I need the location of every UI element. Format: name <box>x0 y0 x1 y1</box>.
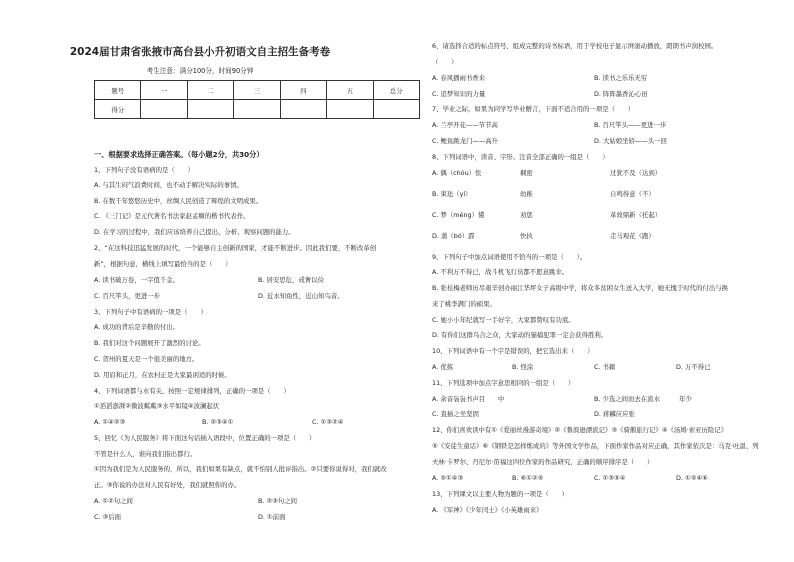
option-b: B. 束珐（yí） <box>432 190 472 198</box>
score-table-score-row <box>95 100 420 119</box>
option-b-idiom: 自鸣得意（不） <box>610 190 655 198</box>
option-c-word: 劝惩 <box>520 211 533 219</box>
score-cell[interactable] <box>280 100 326 119</box>
option-d-word: 快执 <box>520 232 533 240</box>
question-line: ①滔滔澎湃②微波粼粼③水平如镜④波澜起伏 <box>94 402 220 410</box>
question-line: ①因为我们是为人民服务的，所以，我们如果有缺点，就不怕别人批评指出。②只要你说得对，我们就改 <box>94 465 387 473</box>
question-line: 9、下列句子中加点词语使用不恰当的一项是（ ）。 <box>432 253 587 261</box>
option-d: D. ①前面 <box>258 513 286 521</box>
option-d: D. 万不得已 <box>676 363 711 371</box>
score-header-cell: 三 <box>234 81 280 100</box>
score-table-header-row <box>95 81 420 100</box>
option-a: A. ①④②③ <box>94 418 126 426</box>
question-line: 6、请选择合适的标点符号，组成完整的诗书标语，用于学校电子显示屏滚动播放，朗朗书声润校园。 <box>432 42 718 50</box>
option-c: C. 百尺竿头，更进一步 <box>94 292 161 300</box>
score-header-cell: 五 <box>327 81 373 100</box>
question-line: 11、下列选项中加点字意思相同的一组是（ ） <box>432 379 575 387</box>
option-a-idiom: 过犹不及（达到） <box>610 169 662 177</box>
score-cell[interactable] <box>327 100 373 119</box>
option-b-word: 幼稚 <box>520 190 533 198</box>
option-c: C. 梦（méng）懂 <box>432 211 485 219</box>
question-line: D. 在学习的过程中，我们应该培养自己提出、分析、观察问题的能力。 <box>94 228 295 236</box>
exam-notice: 考生注意：满分100分，时间90分钟 <box>146 67 254 75</box>
question-line: 新”，根据句意，横线上填写最恰当的是（ ） <box>94 260 232 268</box>
option-a: A. 余音袅袅书声目 中 <box>432 395 505 403</box>
option-a: A. 兰亭开花——节节高 <box>432 121 498 129</box>
question-line: A. 与其生闷气浪费时间，也不动手解决实际的事情。 <box>94 181 243 189</box>
option-a-word: 稠密 <box>520 169 533 177</box>
question-line: B. 在数千年悠悠历史中，丝绸人民创造了辉煌的文明成果。 <box>94 197 263 205</box>
score-cell[interactable] <box>187 100 233 119</box>
option-c-idiom: 革故鼎新（托起） <box>610 211 662 219</box>
section-heading: 一、根据要求选择正确答案。（每小题2分，共30分） <box>94 150 264 159</box>
option-d: D. 大姑娘坐轿——头一回 <box>594 137 667 145</box>
option-c: C. 追梦知识的力量 <box>432 90 486 98</box>
option-d-idiom: 走马观花（跑） <box>610 232 655 240</box>
option-d: D. 阵阵墨香沁心田 <box>594 90 648 98</box>
score-table <box>94 80 420 119</box>
option-b: B. 百尺竿头——更进一步 <box>594 121 667 129</box>
option-c: C. 书籍 <box>594 363 616 371</box>
option-b: B. 读书之乐乐无穷 <box>594 74 648 82</box>
question-line: 5、回忆《为人民服务》将下面这句话插入语段中，位置正确的一项是（ ） <box>94 434 316 442</box>
question-line: 4、下列词语都与水有关，按照一定规律排列，正确的一项是（ ） <box>94 387 290 395</box>
question-line: 13、下列课文以主要人物为题的一项是（ ） <box>432 490 568 498</box>
option-a: A. 偶（chóu）怅 <box>432 169 482 177</box>
question-line: B. 我们对这个问题展开了激烈的讨论。 <box>94 339 205 347</box>
question-line: 7、毕业之际，如果为同学写毕业赠言，下面不适合用的一项是（ ） <box>432 105 635 113</box>
option-a: A. 春风播雨书香来 <box>432 74 486 82</box>
question-line: A. 成功的背后是辛勤的付出。 <box>94 323 180 331</box>
score-header-cell: 题号 <box>95 81 141 100</box>
score-row-label: 得分 <box>95 100 141 119</box>
question-line: C. 《三门记》是元代著名书法家赵孟頫的楷书代表作。 <box>94 212 250 220</box>
score-cell[interactable] <box>373 100 419 119</box>
option-a: A. ①②句之间 <box>94 497 133 505</box>
option-a: A. 读书破万卷，一字值千金。 <box>94 276 180 284</box>
question-line: 夫林·卡罗尔、丹尼尔·笛福这四位作家的作品研究，正确的顺序排序是（ ） <box>432 458 654 466</box>
question-line: C. 她小小年纪就写一手好字，大家都赞叹有功底。 <box>432 316 575 324</box>
option-d: D. 蒲（bó）霹 <box>432 232 475 240</box>
option-d: D. 近水知鱼性，近山知鸟音。 <box>258 292 344 300</box>
question-line: 来了桃李满门的硕果。 <box>432 300 496 308</box>
score-header-cell: 四 <box>280 81 326 100</box>
score-header-cell: 一 <box>141 81 187 100</box>
option-b: B. 怪涂 <box>512 363 534 371</box>
option-c: C. 鲤鱼跳龙门——高升 <box>432 137 499 145</box>
question-line: C. 贺州的夏天是一个很美丽的地方。 <box>94 355 199 363</box>
option-c: C. ③后面 <box>94 513 122 521</box>
option-d: D. ①⑤④⑥ <box>676 474 708 482</box>
question-line: 不管是什么人，谁向我们指出都行。 <box>94 450 197 458</box>
exam-title: 2024届甘肃省张掖市高台县小升初语文自主招生备考卷 <box>69 46 331 58</box>
option-c: C. 直插之坐坚固 <box>432 410 479 418</box>
question-line: 10、下列词语中有一个字是错误的，把它选出来（ ） <box>432 347 594 355</box>
question-line: 1、下列句子没有语病的是（ ） <box>94 166 194 174</box>
option-b: B. ⑥①②⑤ <box>512 474 544 482</box>
option-b: B. ②③句之间 <box>258 497 298 505</box>
question-line: A. 不利万不得已，战斗机飞行员都不愿意跳伞。 <box>432 268 569 276</box>
question-line: A. 《军神》《少年闰土》《小英雄雨来》 <box>432 506 543 514</box>
question-line: B. 张桂梅老师历尽艰辛创办丽江华坪女子高级中学，将众多贫困女生送入大学，她无愧于时代的付出与换 <box>432 284 729 292</box>
option-a: A. ⑤①④③ <box>432 474 464 482</box>
question-line: 3、下列句子中有语病的一项是（ ） <box>94 308 207 316</box>
option-b: B. 少选之间而去在流水 年少 <box>594 395 692 403</box>
score-header-cell: 二 <box>187 81 233 100</box>
option-c: C. ①③⑤④ <box>594 474 626 482</box>
option-d: D. 蒋麟应应张 <box>594 410 635 418</box>
question-line: 8、下列词语中，读音、字形、注音全部正确的一组是（ ） <box>432 153 609 161</box>
score-header-cell: 总分 <box>373 81 419 100</box>
score-cell[interactable] <box>234 100 280 119</box>
question-line: D. 有你们这群乌合之众，大家动的猫捕犯罪一定会获得胜利。 <box>432 331 608 339</box>
question-line: 2、“在这科技迅猛发展的时代，一个能够自主创新的国家，才能不断进步。因此我们要，不断改革创 <box>94 244 377 252</box>
question-line: D. 用眉和正月，在农村正是大家最闲适的时候。 <box>94 371 231 379</box>
option-b: B. ②③④① <box>202 418 234 426</box>
option-a: A. 优拣 <box>432 363 454 371</box>
question-line: （ ） <box>432 58 458 66</box>
question-line: ⑤《安徒生童话》⑥《钢铁是怎样炼成的》等外国文学作品，下面作家作品对应正确，其作家依次是：马克·吐温、列 <box>432 442 759 450</box>
question-line: 12、你们喜欢读中有①《爱丽丝漫游奇境》②《鲁滨逊漂流记》③《骑鹅旅行记》④《汤姆·索亚历险记》 <box>432 426 728 434</box>
score-cell[interactable] <box>141 100 187 119</box>
option-b: B. 居安思危，戒奢以俭 <box>258 276 324 284</box>
question-line: 正。③你说的办法对人民有好处，我们就照你的办。 <box>94 481 241 489</box>
option-c: C. ①③②④ <box>312 418 344 426</box>
